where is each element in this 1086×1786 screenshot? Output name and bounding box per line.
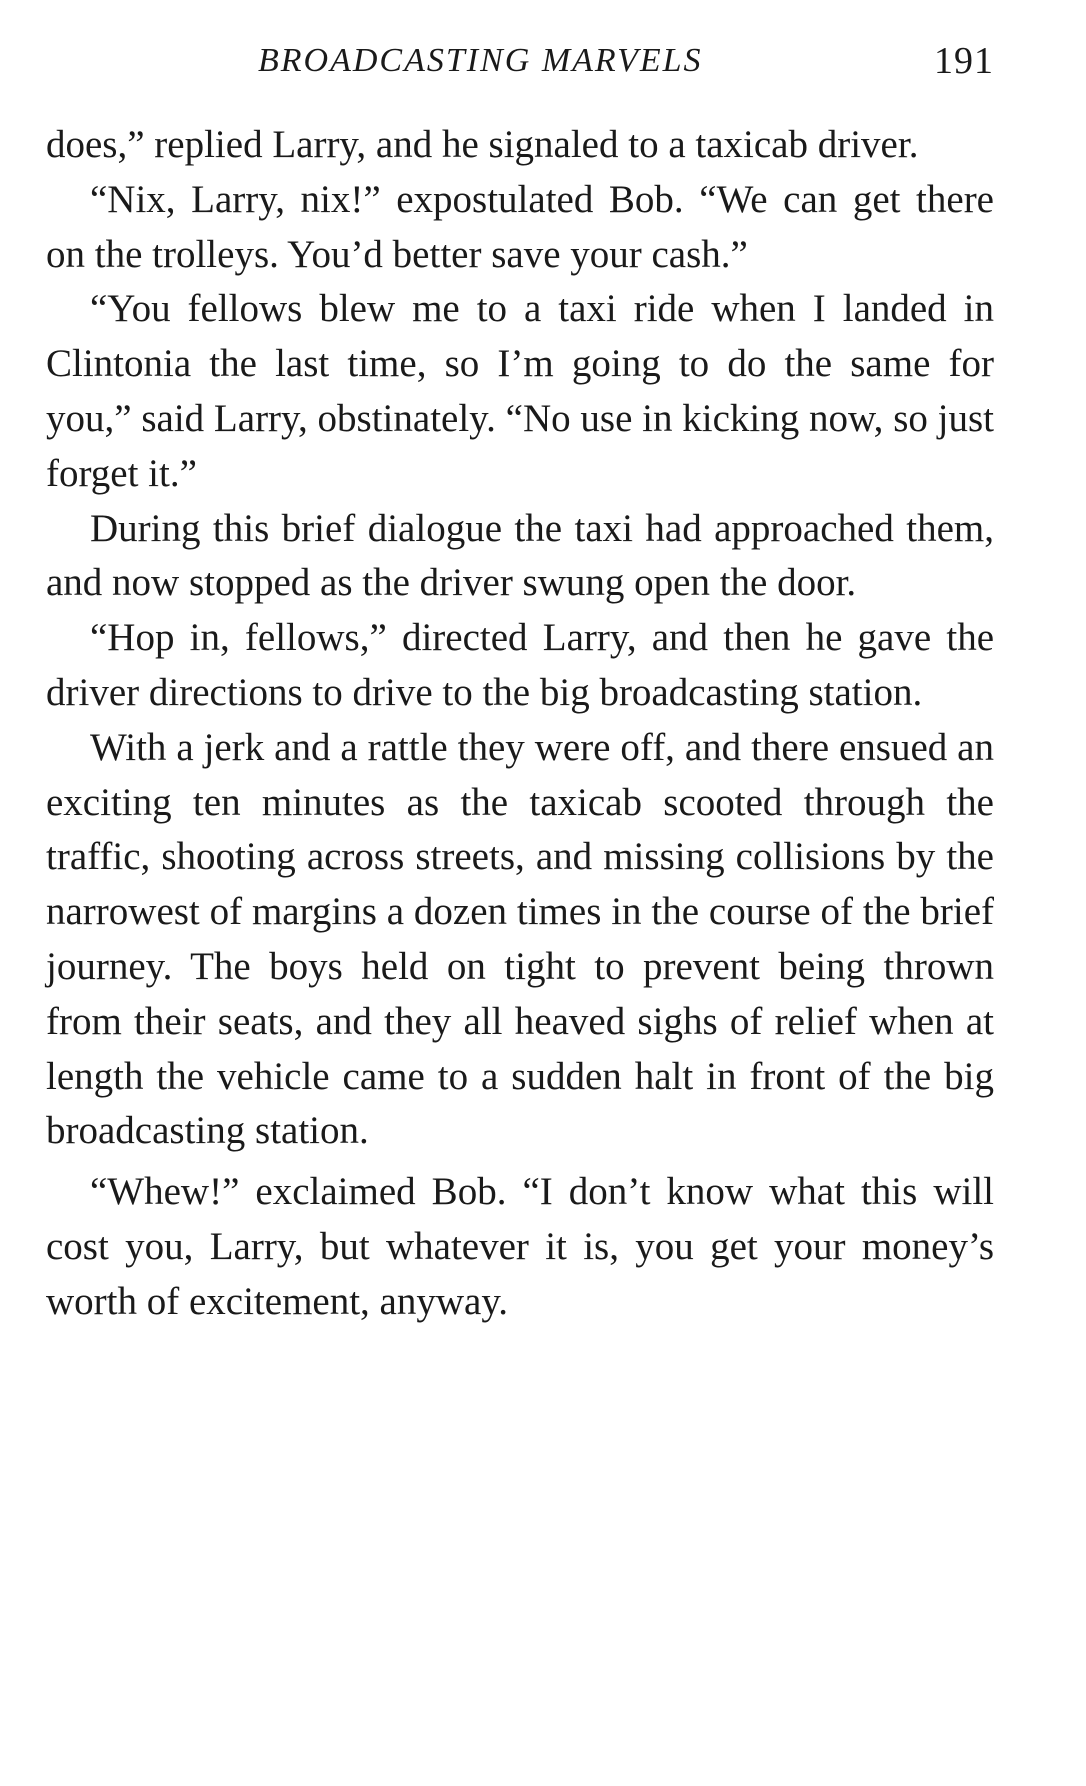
paragraph-5: “Hop in, fellows,” directed Larry, and then he gave the driver directions to drive to the big broadcasting station. xyxy=(46,616,994,714)
paragraph-4: During this brief dialogue the taxi had approached them, and now stopped as the driver swung open the door. xyxy=(46,506,994,605)
paragraph-2: “Nix, Larry, nix!” expostulated Bob. “We can get there on the trolleys. You’d better save your cash.” xyxy=(46,177,994,276)
paragraph-6: With a jerk and a rattle they were off, and there ensued an exciting ten minutes as the taxicab scooted through the traffic, shooting across streets, and missing collisions by the narrowest of margins a dozen times in the course of the brief journey. The boys held on tight to prevent being thrown from their seats, and they all heaved sighs of relief when at length the vehicle came to a sudden halt in front of the big broadcasting station. xyxy=(46,725,994,1153)
running-title: BROADCASTING MARVELS xyxy=(258,42,703,79)
paragraph-3: “You fellows blew me to a taxi ride when I landed in Clintonia the last time, so I’m going to do the same for you,” said Larry, obstinately. “No use in kicking now, so just forget it.” xyxy=(46,287,994,495)
paragraph-7: “Whew!” exclaimed Bob. “I don’t know what this will cost you, Larry, but whatever it is, you get your money’s worth of excitement, anyway. xyxy=(46,1170,994,1323)
page-number: 191 xyxy=(934,40,994,82)
body-text xyxy=(46,118,994,1330)
paragraph-1: does,” replied Larry, and he signaled to a taxicab driver. xyxy=(46,123,919,166)
page-header xyxy=(46,36,994,86)
